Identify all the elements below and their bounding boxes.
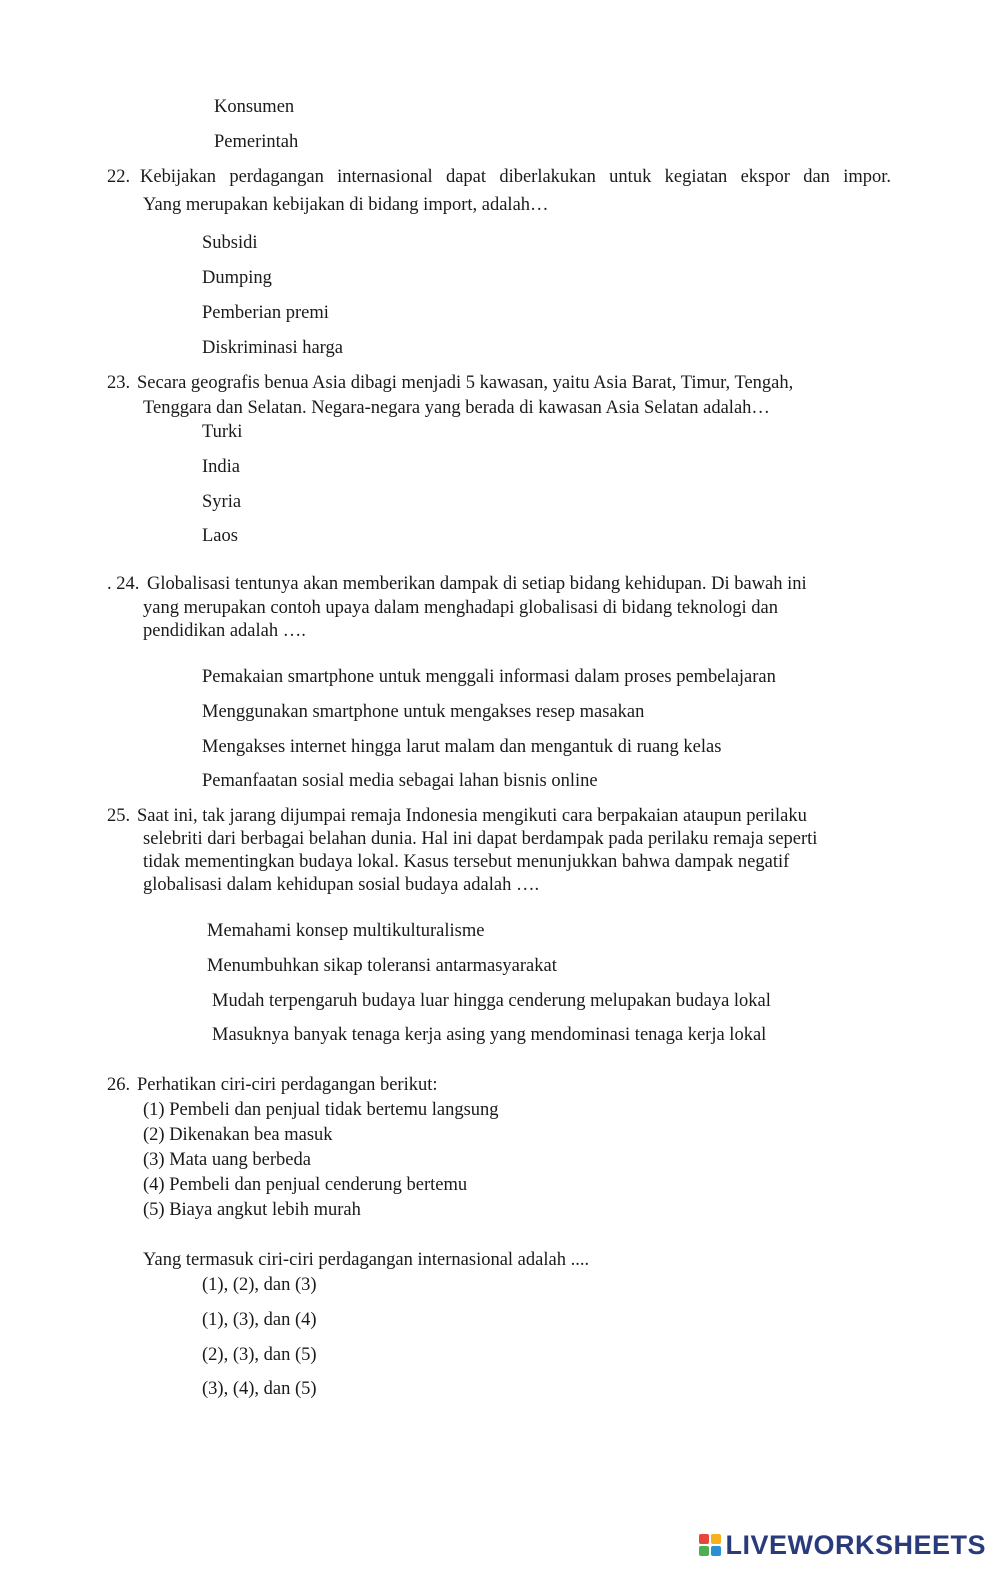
q23-option-b[interactable]: India <box>202 457 241 477</box>
q26-option-d[interactable]: (3), (4), dan (5) <box>202 1379 317 1399</box>
logo-tile <box>711 1534 721 1544</box>
q22-option-d[interactable]: Diskriminasi harga <box>202 338 343 358</box>
q26-list-item: (5) Biaya angkut lebih murah <box>143 1200 361 1220</box>
liveworksheets-brand[interactable] <box>699 1528 986 1562</box>
q22-option-a[interactable]: Subsidi <box>202 233 258 253</box>
q26-option-c[interactable]: (2), (3), dan (5) <box>202 1345 317 1365</box>
q26-list-item: (3) Mata uang berbeda <box>143 1150 311 1170</box>
q23-number: 23. <box>107 373 131 393</box>
q26-option-a[interactable]: (1), (2), dan (3) <box>202 1275 317 1295</box>
q22-question-line2: Yang merupakan kebijakan di bidang import, adalah… <box>143 195 549 215</box>
q22-option-c[interactable]: Pemberian premi <box>202 303 329 323</box>
q25-option-c[interactable]: Mudah terpengaruh budaya luar hingga cenderung melupakan budaya lokal <box>212 991 771 1011</box>
q21-option-c[interactable]: Konsumen <box>214 97 295 117</box>
q25-number: 25. <box>107 806 131 826</box>
q23-option-a[interactable]: Turki <box>202 422 243 442</box>
q24-option-d[interactable]: Pemanfaatan sosial media sebagai lahan bisnis online <box>202 771 598 791</box>
q23-question-line2: Tenggara dan Selatan. Negara-negara yang berada di kawasan Asia Selatan adalah… <box>143 398 770 418</box>
q22-option-b[interactable]: Dumping <box>202 268 272 288</box>
q24-option-c[interactable]: Mengakses internet hingga larut malam dan mengantuk di ruang kelas <box>202 737 722 757</box>
q24-question-line2: yang merupakan contoh upaya dalam menghadapi globalisasi di bidang teknologi dan <box>143 598 778 618</box>
q26-list-item: (2) Dikenakan bea masuk <box>143 1125 333 1145</box>
q21-option-d[interactable]: Pemerintah <box>214 132 299 152</box>
q24-number: . 24. <box>107 574 140 594</box>
q24-question-line1: Globalisasi tentunya akan memberikan dampak di setiap bidang kehidupan. Di bawah ini <box>147 574 807 594</box>
q24-option-b[interactable]: Menggunakan smartphone untuk mengakses resep masakan <box>202 702 645 722</box>
q23-question-line1: Secara geografis benua Asia dibagi menjadi 5 kawasan, yaitu Asia Barat, Timur, Tengah, <box>137 373 794 393</box>
logo-tile <box>711 1546 721 1556</box>
q26-list-item: (4) Pembeli dan penjual cenderung bertemu <box>143 1175 468 1195</box>
q26-option-b[interactable]: (1), (3), dan (4) <box>202 1310 317 1330</box>
q22-question-line1: Kebijakan perdagangan internasional dapat diberlakukan untuk kegiatan ekspor dan impor. <box>140 167 891 187</box>
q25-option-a[interactable]: Memahami konsep multikulturalisme <box>207 921 485 941</box>
q26-list-item: (1) Pembeli dan penjual tidak bertemu langsung <box>143 1100 499 1120</box>
liveworksheets-wordmark: LIVEWORKSHEETS <box>725 1529 986 1560</box>
q26-number: 26. <box>107 1075 131 1095</box>
q24-question-line3: pendidikan adalah …. <box>143 621 306 641</box>
q24-option-a[interactable]: Pemakaian smartphone untuk menggali informasi dalam proses pembelajaran <box>202 667 776 687</box>
logo-tile <box>699 1546 709 1556</box>
q22-number: 22. <box>107 167 131 187</box>
q26-question: Perhatikan ciri-ciri perdagangan berikut: <box>137 1075 438 1095</box>
q25-question-line1: Saat ini, tak jarang dijumpai remaja Indonesia mengikuti cara berpakaian ataupun perilaku <box>137 806 807 826</box>
q25-question-line4: globalisasi dalam kehidupan sosial budaya adalah …. <box>143 875 540 895</box>
q25-question-line2: selebriti dari berbagai belahan dunia. Hal ini dapat berdampak pada perilaku remaja seperti <box>143 829 818 849</box>
q23-option-c[interactable]: Syria <box>202 492 242 512</box>
q23-option-d[interactable]: Laos <box>202 526 238 546</box>
liveworksheets-logo-icon <box>699 1534 721 1556</box>
q26-prompt: Yang termasuk ciri-ciri perdagangan internasional adalah .... <box>143 1250 590 1270</box>
q25-question-line3: tidak mementingkan budaya lokal. Kasus tersebut menunjukkan bahwa dampak negatif <box>143 852 790 872</box>
logo-tile <box>699 1534 709 1544</box>
q25-option-d[interactable]: Masuknya banyak tenaga kerja asing yang mendominasi tenaga kerja lokal <box>212 1025 767 1045</box>
q25-option-b[interactable]: Menumbuhkan sikap toleransi antarmasyarakat <box>207 956 557 976</box>
